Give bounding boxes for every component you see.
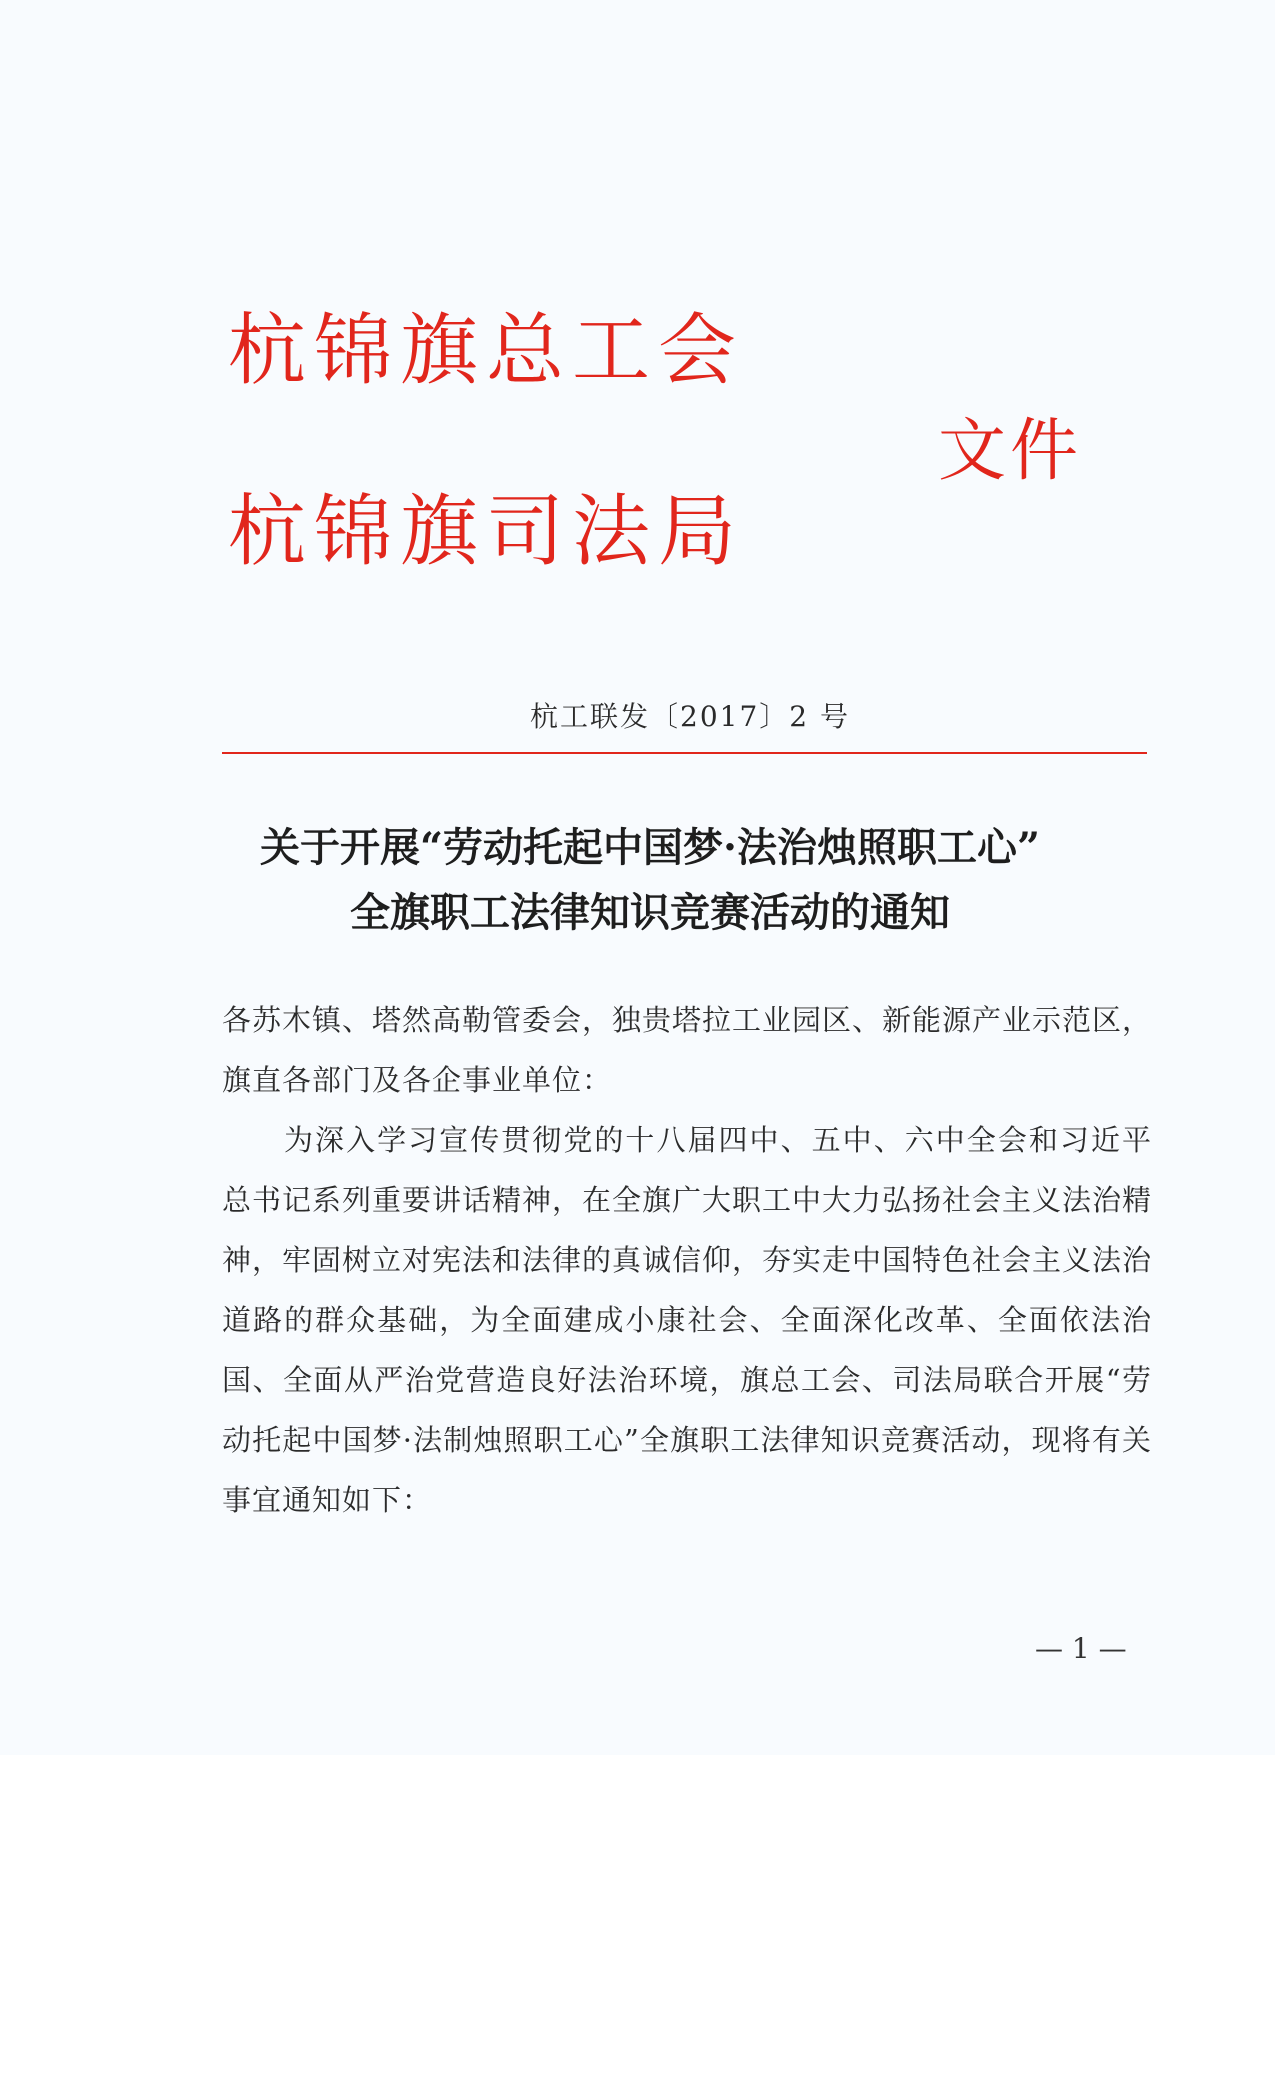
addressee: 各苏木镇、塔然高勒管委会，独贵塔拉工业园区、新能源产业示范区，旗直各部门及各企事业单位： <box>222 1003 1153 1097</box>
notice-title-line1: 关于开展“劳动托起中国梦·法治烛照职工心” <box>260 824 1040 871</box>
issuer-union: 杭锦旗总工会 <box>228 306 745 396</box>
red-divider <box>222 752 1147 754</box>
page-number: — 1 — <box>1035 1632 1127 1665</box>
notice-title-line2: 全旗职工法律知识竞赛活动的通知 <box>350 889 950 936</box>
doc-type-label: 文件 <box>938 412 1083 491</box>
body-paragraph: 为深入学习宣传贯彻党的十八届四中、五中、六中全会和习近平总书记系列重要讲话精神，在全旗广大职工中大力弘扬社会主义法治精神，牢固树立对宪法和法律的真诚信仰，夯实走中国特色社会主义法治道路的群众基础，为全面建成小康社会、全面深化改革、全面依法治国、全面从严治党营造良好法治环境，旗总工会、司法局联合开展“劳动托起中国梦·法制烛照职工心”全旗职工法律知识竞赛活动，现将有关事宜通知如下： <box>222 1123 1153 1517</box>
issuer-justice-bureau: 杭锦旗司法局 <box>228 487 745 577</box>
document-number: 杭工联发〔2017〕2 号 <box>530 700 850 733</box>
